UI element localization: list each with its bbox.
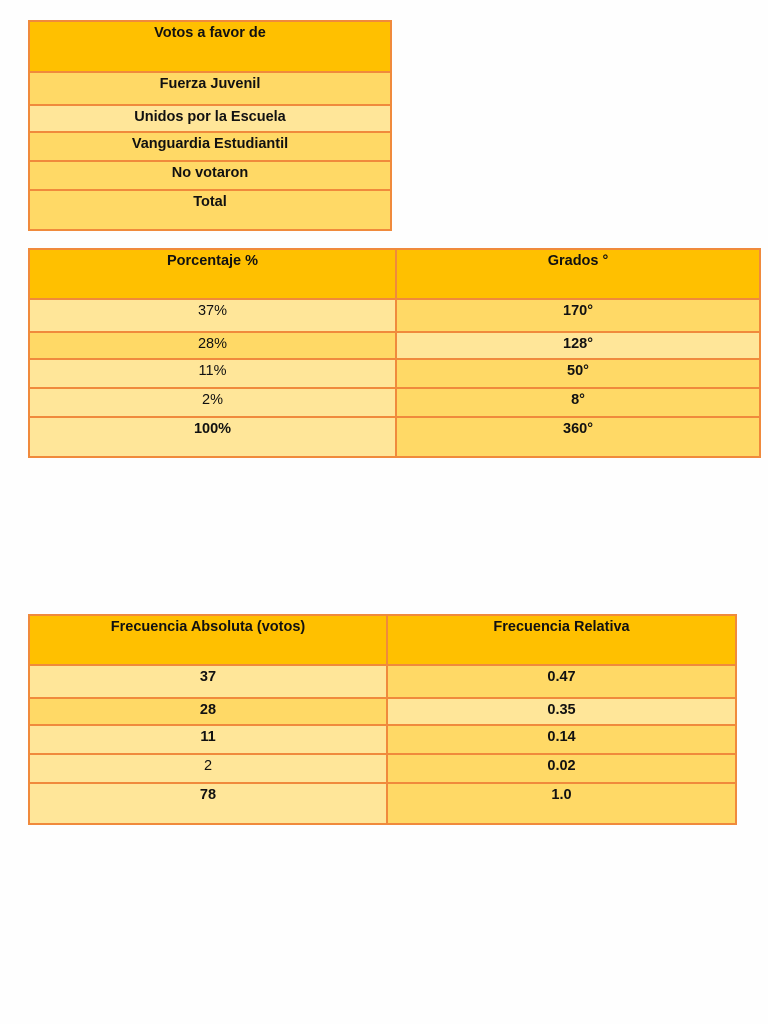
degrees-cell: 8° xyxy=(395,389,759,416)
absolute-frequency-total-cell: 78 xyxy=(30,784,386,823)
category-cell: No votaron xyxy=(30,162,390,189)
table-row xyxy=(30,697,735,724)
percentage-cell: 11% xyxy=(30,360,395,387)
table-header-row xyxy=(30,250,759,298)
table-row xyxy=(30,416,759,456)
table-row xyxy=(30,189,390,229)
relative-frequency-total-cell: 1.0 xyxy=(386,784,735,823)
category-cell: Fuerza Juvenil xyxy=(30,73,390,104)
table-row xyxy=(30,104,390,131)
total-cell: Total xyxy=(30,191,390,229)
table-header-row xyxy=(30,616,735,664)
percentage-cell: 28% xyxy=(30,333,395,358)
frequency-table xyxy=(28,614,737,825)
table-row xyxy=(30,664,735,697)
table-row xyxy=(30,298,759,331)
table-row xyxy=(30,782,735,823)
absolute-frequency-cell: 11 xyxy=(30,726,386,753)
percentage-total-cell: 100% xyxy=(30,418,395,456)
table-row xyxy=(30,131,390,160)
header-porcentaje: Porcentaje % xyxy=(30,250,395,298)
percentage-degrees-table xyxy=(28,248,761,458)
relative-frequency-cell: 0.14 xyxy=(386,726,735,753)
table-row xyxy=(30,160,390,189)
degrees-cell: 170° xyxy=(395,300,759,331)
table-row xyxy=(30,71,390,104)
percentage-cell: 37% xyxy=(30,300,395,331)
percentage-cell: 2% xyxy=(30,389,395,416)
category-cell: Unidos por la Escuela xyxy=(30,106,390,131)
category-cell: Vanguardia Estudiantil xyxy=(30,133,390,160)
relative-frequency-cell: 0.35 xyxy=(386,699,735,724)
table-header-row xyxy=(30,22,390,71)
table-row xyxy=(30,387,759,416)
table-row xyxy=(30,753,735,782)
votes-category-table xyxy=(28,20,392,231)
table-row xyxy=(30,331,759,358)
header-votos-a-favor: Votos a favor de xyxy=(30,22,390,71)
absolute-frequency-cell: 28 xyxy=(30,699,386,724)
degrees-cell: 50° xyxy=(395,360,759,387)
header-frecuencia-absoluta: Frecuencia Absoluta (votos) xyxy=(30,616,386,664)
header-grados: Grados ° xyxy=(395,250,759,298)
absolute-frequency-cell: 2 xyxy=(30,755,386,782)
header-frecuencia-relativa: Frecuencia Relativa xyxy=(386,616,735,664)
degrees-cell: 128° xyxy=(395,333,759,358)
absolute-frequency-cell: 37 xyxy=(30,666,386,697)
table-row xyxy=(30,358,759,387)
degrees-total-cell: 360° xyxy=(395,418,759,456)
relative-frequency-cell: 0.47 xyxy=(386,666,735,697)
table-row xyxy=(30,724,735,753)
relative-frequency-cell: 0.02 xyxy=(386,755,735,782)
